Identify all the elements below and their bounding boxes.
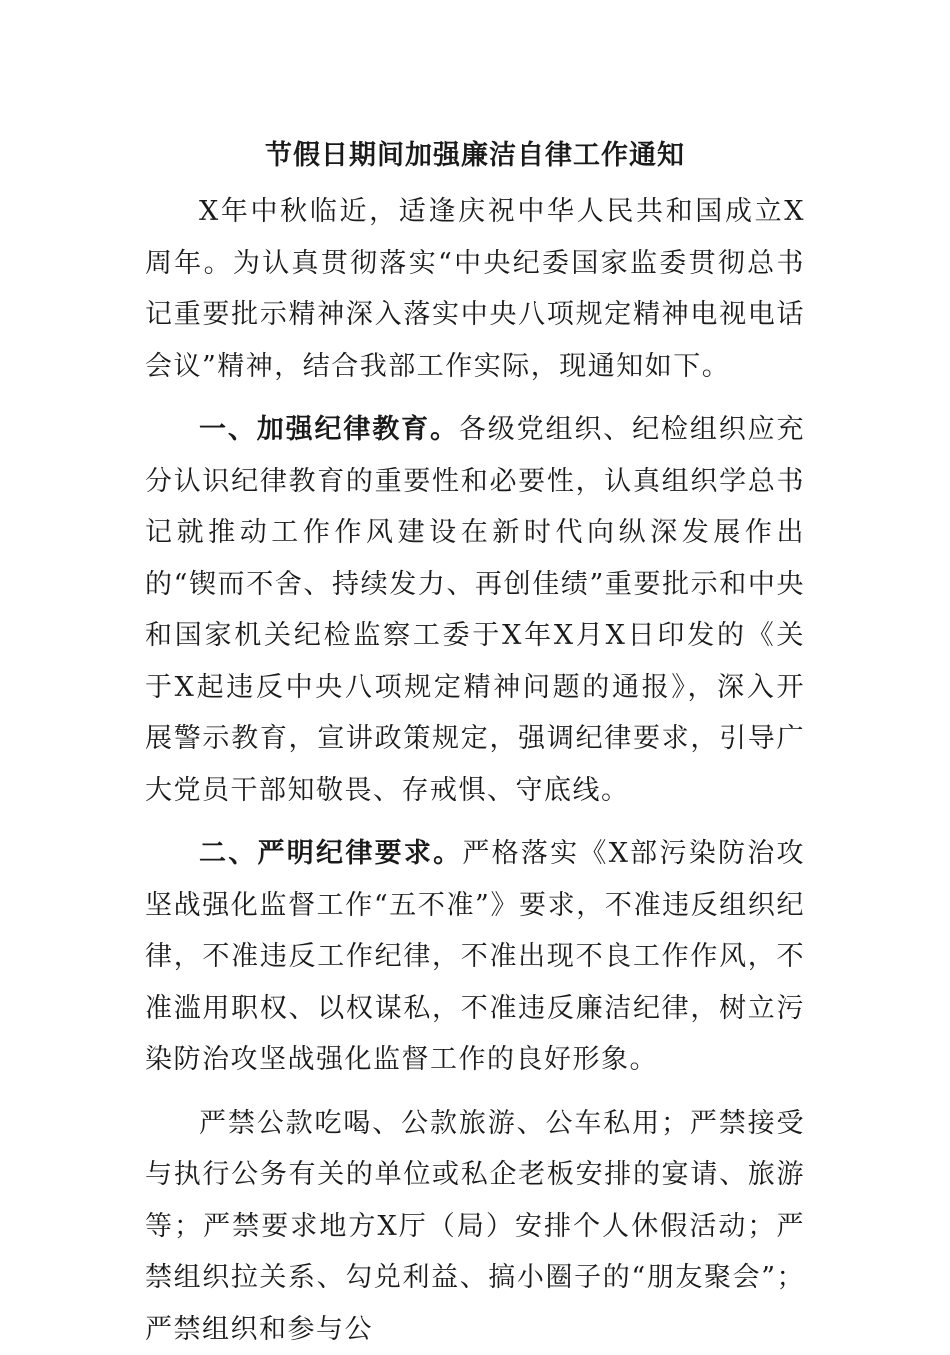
section-2-paragraph bbox=[145, 828, 805, 1086]
document-title: 节假日期间加强廉洁自律工作通知 bbox=[0, 136, 950, 176]
section-1-heading: 一、加强纪律教育。 bbox=[199, 414, 459, 445]
paragraph-text: 各级党组织、纪检组织应充分认识纪律教育的重要性和必要性，认真组织学总书记就推动工作作风建设在新时代向纵深发展作出的“锲而不舍、持续发力、再创佳绩”重要批示和中央和国家机关纪检监察工委于X年X月X日印发的《关于X起违反中央八项规定精神问题的通报》，深入开展警示教育，宣讲政策规定，强调纪律要求，引导广大党员干部知敬畏、存戒惧、守底线。 bbox=[145, 414, 805, 806]
paragraph-text: 严禁公款吃喝、公款旅游、公车私用；严禁接受与执行公务有关的单位或私企老板安排的宴请、旅游等；严禁要求地方X厅（局）安排个人休假活动；严禁组织拉关系、勾兑利益、搞小圈子的“朋友聚会”；严禁组织和参与公 bbox=[145, 1108, 805, 1345]
section-2-heading: 二、严明纪律要求。 bbox=[199, 838, 462, 869]
section-1-paragraph bbox=[145, 404, 805, 816]
intro-paragraph bbox=[145, 186, 805, 392]
document-body bbox=[145, 186, 805, 1355]
paragraph-text: 严格落实《X部污染防治攻坚战强化监督工作“五不准”》要求，不准违反组织纪律，不准违反工作纪律，不准出现不良工作作风，不准滥用职权、以权谋私，不准违反廉洁纪律，树立污染防治攻坚战强化监督工作的良好形象。 bbox=[145, 838, 805, 1075]
prohibitions-paragraph bbox=[145, 1098, 805, 1355]
paragraph-text: X年中秋临近，适逢庆祝中华人民共和国成立X周年。为认真贯彻落实“中央纪委国家监委贯彻总书记重要批示精神深入落实中央八项规定精神电视电话会议”精神，结合我部工作实际，现通知如下。 bbox=[145, 196, 805, 382]
